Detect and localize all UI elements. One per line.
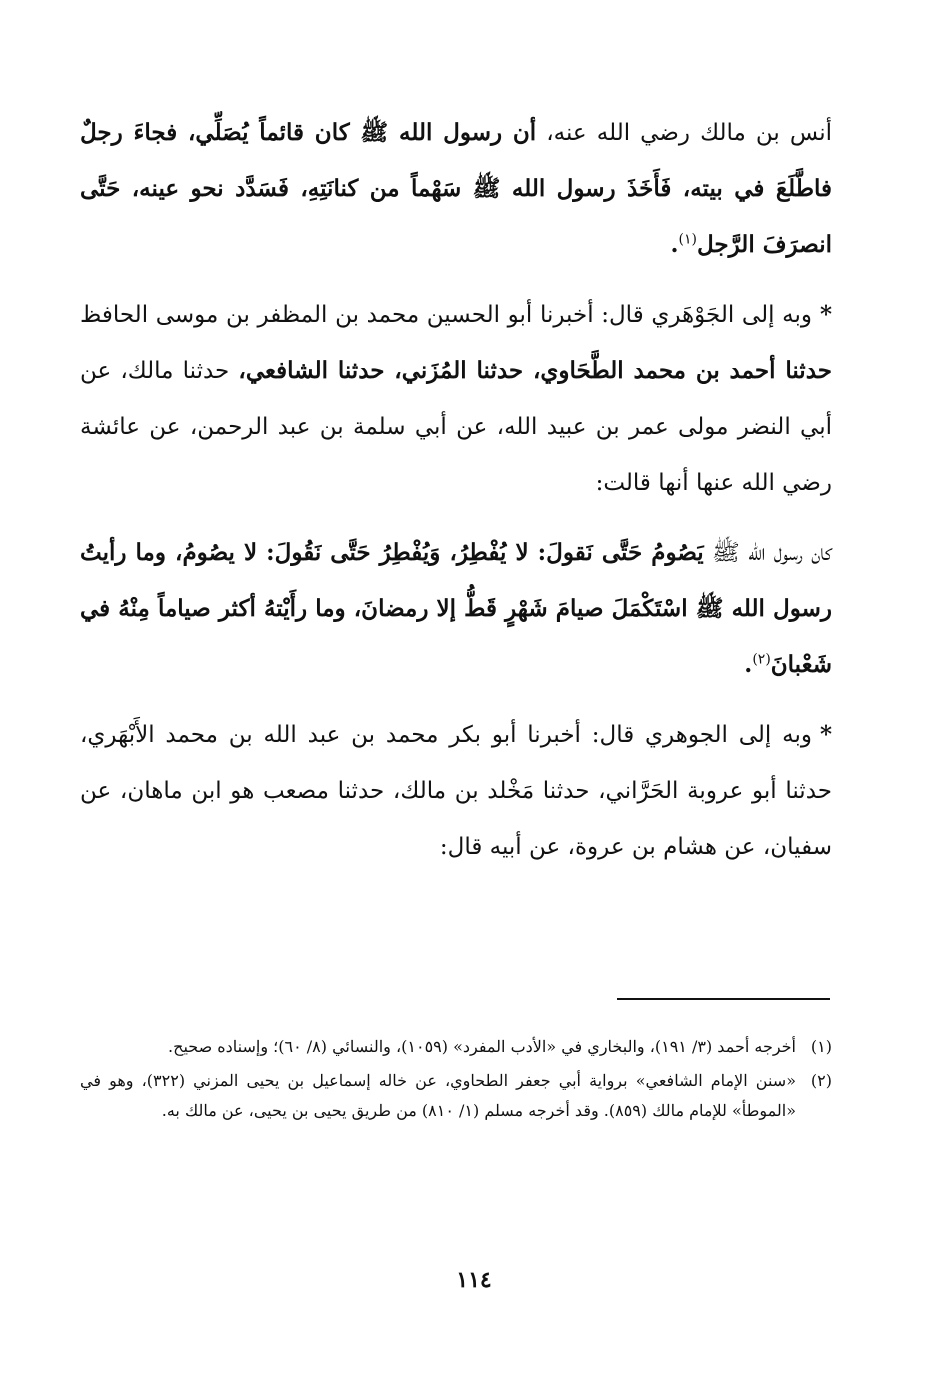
text-run: حدثنا مالك، عن أبي النضر مولى عمر بن عبيد الله، عن أبي سلمة بن عبد الرحمن، عن عائشة رضي الله عنها أنها قالت: [80,358,832,496]
footnote-ref: (٢) [752,651,771,668]
text-run: يَصُومُ حَتَّى نَقولَ: لا يُفْطِرُ، وَيُفْطِرُ حَتَّى نَقُولَ: لا يصُومُ، وما رأيتُ رسول الله ﷺ اسْتَكْمَلَ صيامَ شَهْرٍ قَطُّ إلا رمضانَ، وما رأَيْتهُ أكثر صياماً مِنْهُ في شَعْبانَ [80,539,832,678]
footnote-ref: (١) [678,231,697,248]
footnote-separator [617,998,830,1000]
text-run: وبه إلى الجَوْهَري قال: أخبرنا أبو الحسين محمد بن المظفر بن موسى الحافظ [80,302,812,328]
footnote-2 [80,1066,832,1126]
paragraph-p2 [80,287,832,511]
section-marker: * [819,301,832,328]
main-text [80,105,832,875]
footnote-number: (١) [810,1037,832,1056]
footnotes [80,1032,832,1130]
footnote-number: (٢) [810,1071,832,1090]
text-run: أن رسول الله ﷺ كان قائماً يُصَلِّي، فجاءَ رجلٌ فاطَّلَعَ في بيته، فَأَخَذَ رسول الله ﷺ سَهْماً من كنانَتِهِ، فَسَدَّد نحو عينه، حَتَّى انصرَفَ الرَّجل [80,119,832,258]
text-run: وبه إلى الجوهري قال: أخبرنا أبو بكر محمد بن عبد الله بن محمد الأَبْهَري، حدثنا أبو عروبة الحَرَّاني، حدثنا مَخْلد بن مالك، حدثنا مصعب هو ابن ماهان، عن سفيان، عن هشام بن عروة، عن أبيه قال: [80,722,832,860]
text-run: أنس بن مالك رضي الله عنه، [536,120,832,146]
text-run: كان رسول الله ﷺ [703,540,832,566]
text-run: . [744,651,753,678]
paragraph-p1 [80,105,832,273]
footnote-text: «سنن الإمام الشافعي» برواية أبي جعفر الطحاوي، عن خاله إسماعيل بن يحيى المزني (٣٢٢)، وهو في «الموطأ» للإمام مالك (٨٥٩). وقد أخرجه مسلم (١/ ٨١٠) من طريق يحيى بن يحيى، عن مالك به. [80,1071,796,1120]
paragraph-p4 [80,707,832,875]
footnote-1 [80,1032,832,1062]
text-run: حدثنا أحمد بن محمد الطَّحَاوي، حدثنا المُزَني، حدثنا الشافعي، [238,357,832,384]
page-number: ١١٤ [456,1267,492,1293]
text-run: . [670,231,679,258]
paragraph-p3 [80,525,832,693]
footnote-text: أخرجه أحمد (٣/ ١٩١)، والبخاري في «الأدب المفرد» (١٠٥٩)، والنسائي (٨/ ٦٠)؛ وإسناده صحيح. [168,1037,796,1056]
section-marker: * [819,721,832,748]
